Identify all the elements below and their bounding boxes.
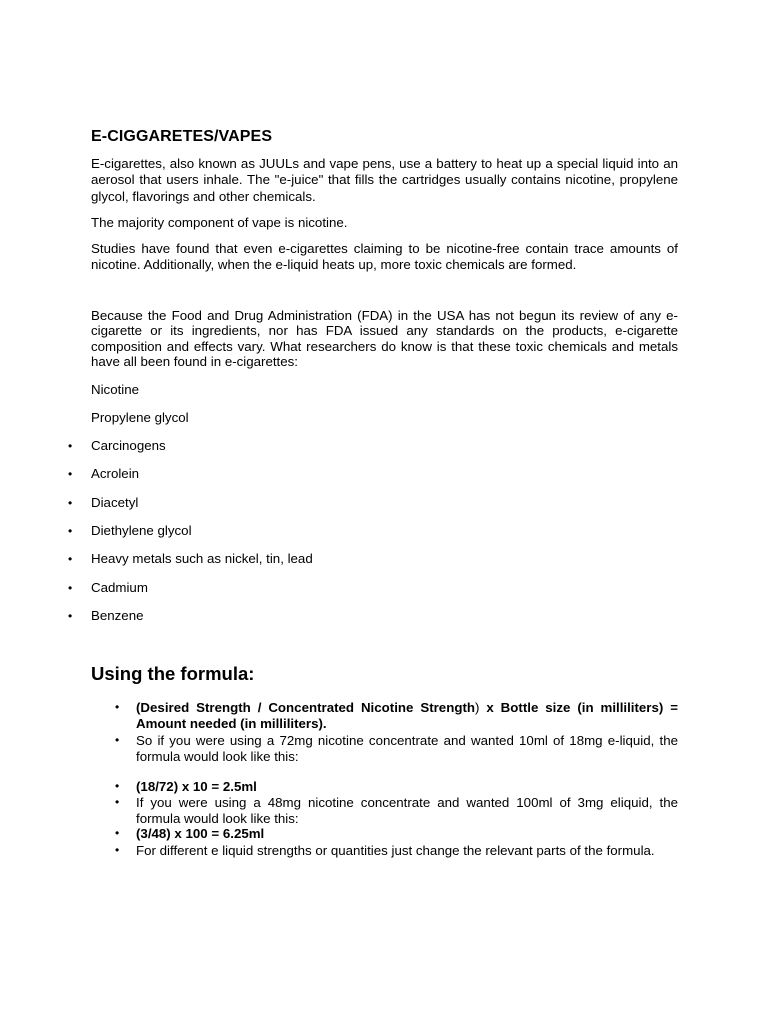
list-item [68,438,166,454]
list-item-label: Benzene [91,608,144,623]
fda-paragraph: Because the Food and Drug Administration (FDA) in the USA has not begun its review of any e-cigarette or its ingredients, nor has FDA issued any standards on the products, e-cigarette composition and effects vary. What researchers do know is that these toxic chemicals and metals have all been found in e-cigarettes: [91,308,678,369]
list-item [68,523,192,539]
bullet-icon: • [115,733,120,747]
formula-part-c: x Bottle size (in milliliters) = Amount needed (in milliliters). [136,700,678,731]
formula-paren: ) [475,700,480,715]
list-item-nicotine: Nicotine [91,382,140,397]
list-item [68,466,140,482]
bullet-icon: • [115,779,120,793]
studies-paragraph: Studies have found that even e-cigarettes claiming to be nicotine-free contain trace amounts of nicotine. Additionally, when the e-liquid heats up, more toxic chemicals are formed. [91,241,678,273]
bullet-icon: • [115,843,120,857]
formula-example-result-1 [115,779,678,795]
formula-result-text: (3/48) x 100 = 6.25ml [136,826,265,841]
bullet-icon: • [115,795,120,809]
formula-heading: Using the formula: [91,663,255,684]
formula-example-intro-2 [115,795,678,826]
formula-example-result-2 [115,826,678,842]
bullet-icon: • [68,609,73,623]
bullet-icon: • [115,700,120,714]
bullet-icon: • [68,439,73,453]
formula-part-a: (Desired Strength / Concentrated Nicotine Strength [136,700,475,715]
list-item-label: Diacetyl [91,495,139,510]
list-item [68,495,139,511]
bullet-icon: • [68,467,73,481]
formula-result-text: (18/72) x 10 = 2.5ml [136,779,257,794]
bullet-icon: • [68,552,73,566]
list-item [68,580,148,596]
formula-tip-text: For different e liquid strengths or quantities just change the relevant parts of the formula. [136,843,655,858]
list-item-label: Heavy metals such as nickel, tin, lead [91,551,313,566]
list-item-propylene-glycol: Propylene glycol [91,410,189,425]
list-item-label: Cadmium [91,580,148,595]
bullet-icon: • [68,581,73,595]
list-item-label: Carcinogens [91,438,166,453]
formula-example-text: If you were using a 48mg nicotine concentrate and wanted 100ml of 3mg eliquid, the formula would look like this: [136,795,678,826]
bullet-icon: • [115,826,120,840]
majority-paragraph: The majority component of vape is nicotine. [91,215,348,230]
list-item-label: Acrolein [91,466,140,481]
list-item [68,608,144,624]
bullet-icon: • [68,496,73,510]
formula-definition [115,700,678,731]
formula-example-intro-1 [115,733,678,764]
bullet-icon: • [68,524,73,538]
list-item [68,551,313,567]
formula-tip [115,843,678,859]
section-heading: E-CIGGARETES/VAPES [91,128,273,145]
intro-paragraph: E-cigarettes, also known as JUULs and vape pens, use a battery to heat up a special liquid into an aerosol that users inhale. The "e-juice" that fills the cartridges usually contains nicotine, propylene glycol, flavorings and other chemicals. [91,156,678,204]
formula-example-text: So if you were using a 72mg nicotine concentrate and wanted 10ml of 18mg e-liquid, the formula would look like this: [136,733,678,764]
list-item-label: Diethylene glycol [91,523,192,538]
